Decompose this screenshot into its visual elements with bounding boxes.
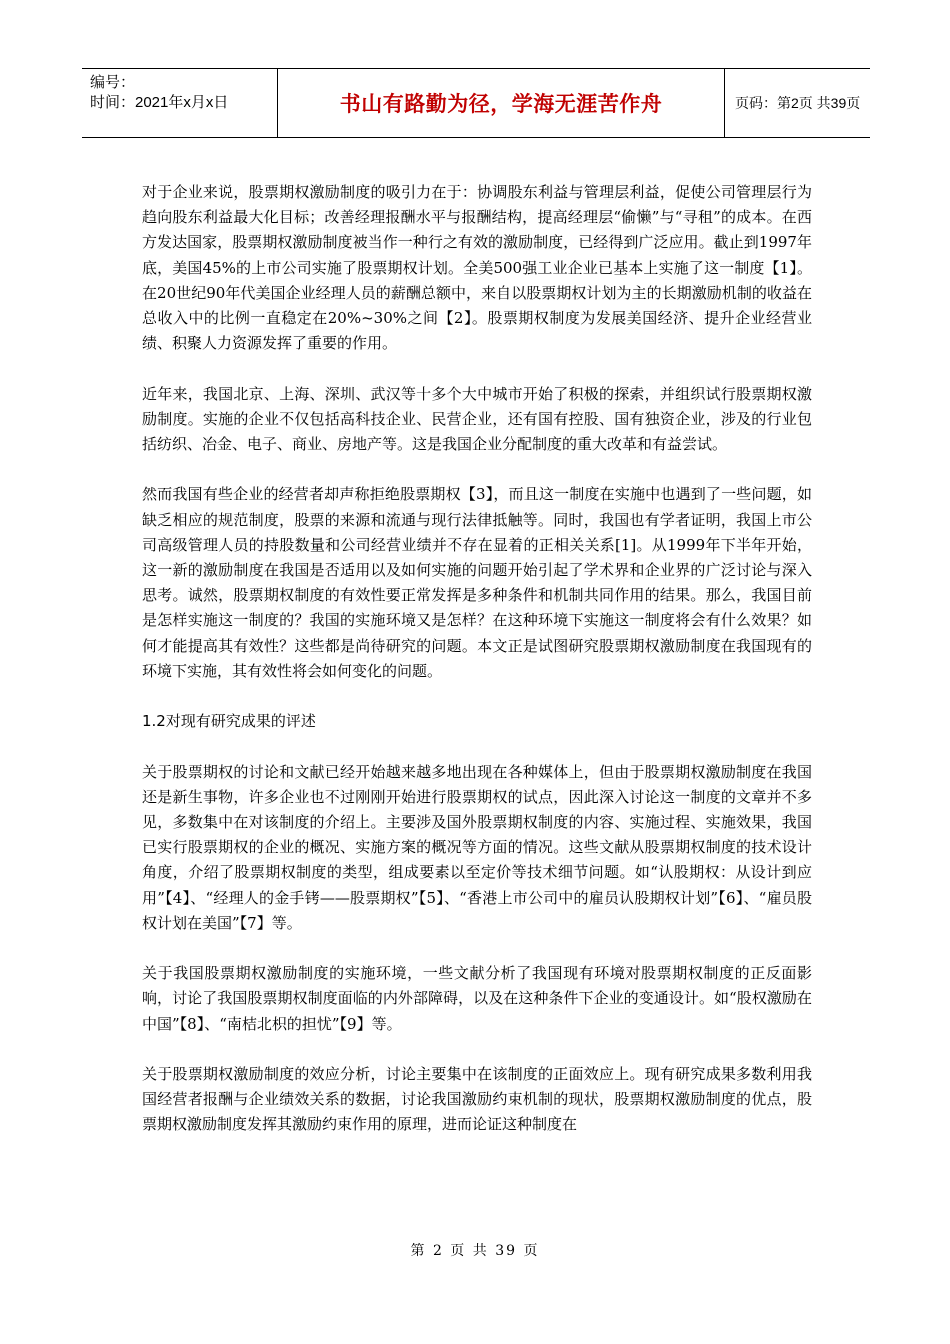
document-body bbox=[142, 180, 812, 1163]
paragraph: 近年来，我国北京、上海、深圳、武汉等十多个大中城市开始了积极的探索，并组织试行股票期权激励制度。实施的企业不仅包括高科技企业、民营企业，还有国有控股、国有独资企业，涉及的行业包括纺织、冶金、电子、商业、房地产等。这是我国企业分配制度的重大改革和有益尝试。 bbox=[142, 384, 812, 454]
header-page-info: 页码：第2页 共39页 bbox=[735, 95, 861, 111]
paragraph: 关于股票期权的讨论和文献已经开始越来越多地出现在各种媒体上，但由于股票期权激励制度在我国还是新生事物，许多企业也不过刚刚开始进行股票期权的试点，因此深入讨论这一制度的文章并不多见，多数集中在对该制度的介绍上。主要涉及国外股票期权制度的内容、实施过程、实施效果，我国已实行股票期权的企业的概况、实施方案的概况等方面的情况。这些文献从股票期权制度的技术设计角度，介绍了股票期权制度的类型，组成要素以至定价等技术细节问题。如“认股期权：从设计到应用”【4】、“经理人的金手铐——股票期权”【5】、“香港上市公司中的雇员认股期权计划”【6】、“雇员股权计划在美国”【7】等。 bbox=[142, 762, 812, 932]
document-number-label: 编号： bbox=[90, 74, 136, 91]
paragraph: 然而我国有些企业的经营者却声称拒绝股票期权【3】，而且这一制度在实施中也遇到了一些问题，如缺乏相应的规范制度，股票的来源和流通与现行法律抵触等。同时，我国也有学者证明，我国上市公司高级管理人员的持股数量和公司经营业绩并不存在显着的正相关关系[1]。从1999年下半年开始，这一新的激励制度在我国是否适用以及如何实施的问题开始引起了学术界和企业界的广泛讨论与深入思考。诚然，股票期权制度的有效性要正常发挥是多种条件和机制共同作用的结果。那么，我国目前是怎样实施这一制度的？我国的实施环境又是怎样？在这种环境下实施这一制度将会有什么效果？如何才能提高其有效性？这些都是尚待研究的问题。本文正是试图研究股票期权激励制度在我国现有的环境下实施，其有效性将会如何变化的问题。 bbox=[142, 485, 812, 680]
paragraph: 对于企业来说，股票期权激励制度的吸引力在于：协调股东利益与管理层利益，促使公司管理层行为趋向股东利益最大化目标；改善经理报酬水平与报酬结构，提高经理层“偷懒”与“寻租”的成本。在西方发达国家，股票期权激励制度被当作一种行之有效的激励制度，已经得到广泛应用。截止到1997年底，美国45%的上市公司实施了股票期权计划。全美500强工业企业已基本上实施了这一制度【1】。在20世纪90年代美国企业经理人员的薪酬总额中，来自以股票期权计划为主的长期激励机制的收益在总收入中的比例一直稳定在20%~30%之间【2】。股票期权制度为发展美国经济、提升企业经营业绩、积聚人力资源发挥了重要的作用。 bbox=[142, 183, 812, 353]
page-header bbox=[82, 68, 870, 138]
paragraph: 关于我国股票期权激励制度的实施环境，一些文献分析了我国现有环境对股票期权制度的正反面影响，讨论了我国股票期权制度面临的内外部障碍，以及在这种条件下企业的变通设计。如“股权激励在中国”【8】、“南桔北枳的担忧”【9】等。 bbox=[142, 964, 812, 1033]
header-motto: 书山有路勤为径，学海无涯苦作舟 bbox=[278, 69, 725, 137]
section-heading: 1.2对现有研究成果的评述 bbox=[142, 712, 316, 731]
page-footer: 第 2 页 共 39 页 bbox=[410, 1243, 540, 1259]
paragraph: 关于股票期权激励制度的效应分析，讨论主要集中在该制度的正面效应上。现有研究成果多数利用我国经营者报酬与企业绩效关系的数据，讨论我国激励约束机制的现状，股票期权激励制度的优点，股票期权激励制度发挥其激励约束作用的原理，进而论证这种制度在 bbox=[142, 1065, 812, 1134]
document-time-label: 时间：2021年x月x日 bbox=[90, 94, 229, 111]
header-meta bbox=[82, 69, 278, 137]
